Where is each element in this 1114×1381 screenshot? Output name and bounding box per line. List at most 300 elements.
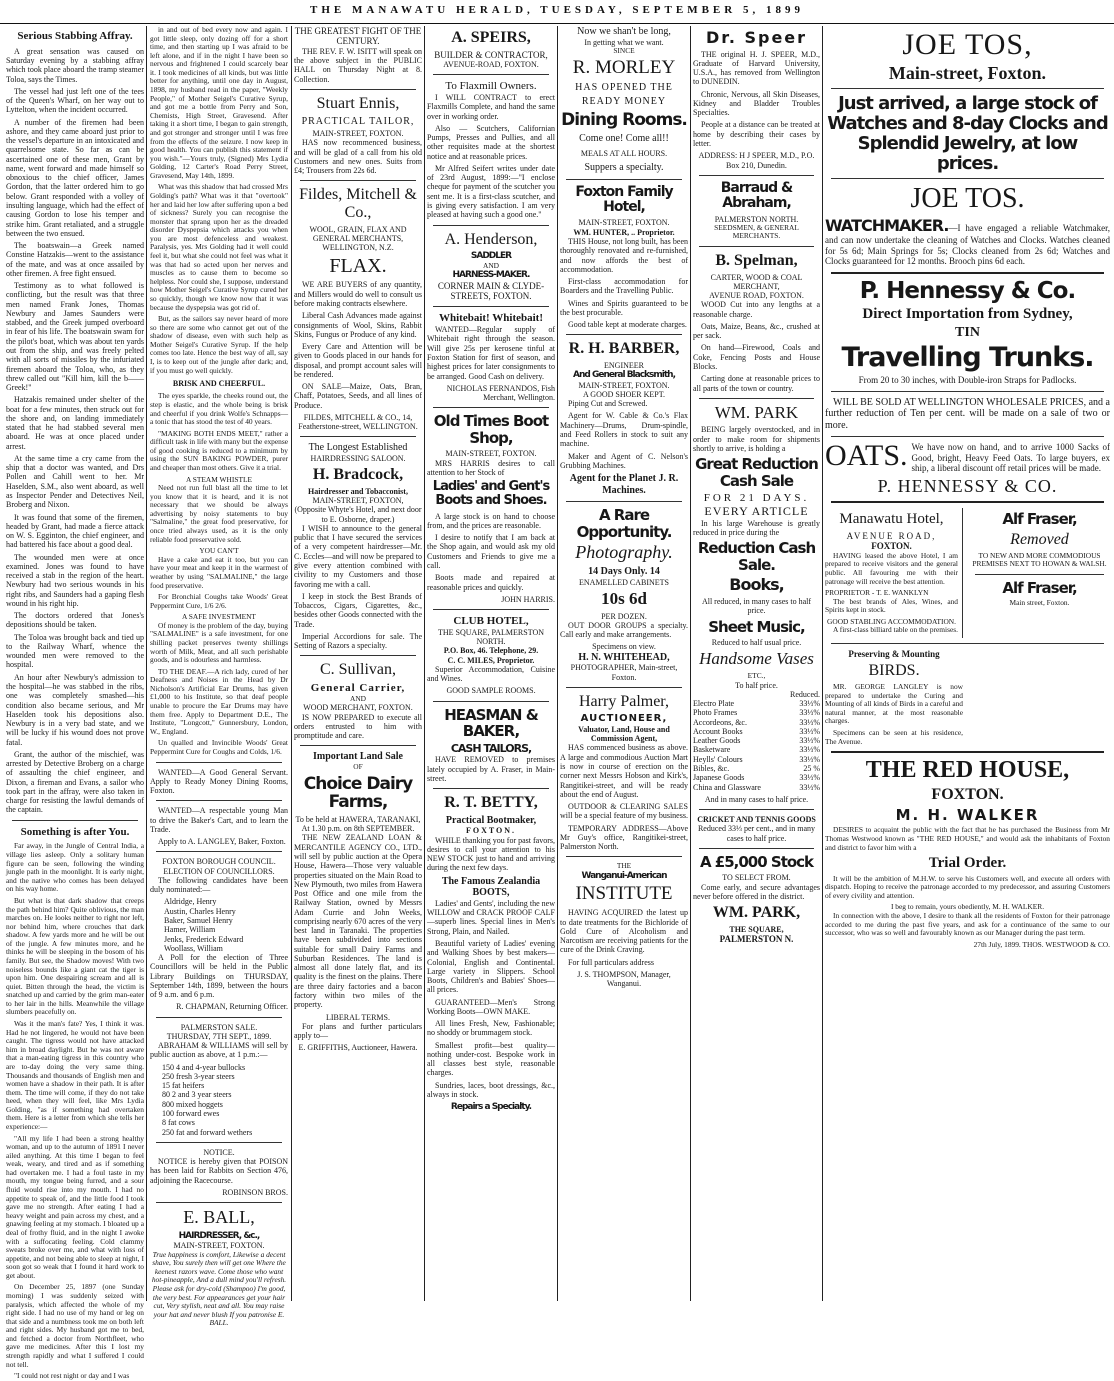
price-list-discount: 33⅓%	[799, 782, 820, 792]
divider	[433, 609, 549, 610]
divider	[433, 306, 549, 307]
candidate-name: Austin, Charles Henry	[164, 906, 236, 916]
price-list-discount: 33⅓%	[799, 699, 820, 709]
ad-subtitle: ENGINEER	[604, 360, 644, 370]
masthead: THE MANAWATU HERALD, TUESDAY, SEPTEMBER 5, 1899	[0, 0, 1114, 24]
divider	[831, 751, 1104, 753]
ad-title: Barraud & Abraham,	[720, 179, 793, 212]
ad-paragraph: Come early, and secure advantages never before offered in the district.	[693, 882, 820, 901]
ad-paragraph: ON SALE—Maize, Oats, Bran, Chaff, Potatoes, Seeds, and all lines of Produce.	[294, 382, 422, 410]
article-paragraph: The wounded men were at once examined. Jones was found to have received a stab in the region of the heart. Newbury had two serious wounds in his right ribs, and Saunders had a gaping flesh wound in his right hip.	[6, 552, 144, 608]
ad-sign: 27th July, 1899. THOS. WESTWOOD & CO.	[973, 939, 1110, 949]
ad-poem: True happiness is comfort, Likewise a decent shave, You surely then will get one Where the keenest razors wave. Come those who want hot-pineapple, And a dull mind you'll refresh. Please ask for dry-cold (Shampoo) I'm good, the very best. For appearances get your hair cut, Very stylish, neat and all. You may raise your hat and never blush If you patronise E. BALL.	[151, 1249, 287, 1328]
divider	[156, 762, 282, 763]
ad-paragraph: DESIRES to acquaint the public with the fact that he has purchased the Business from Mr Thomas Westwood known as "THE RED HOUSE," and would ask the inhabitants of Foxton and district to favor him with a	[825, 825, 1110, 852]
ad-paragraph: —I have engaged a reliable Watchmaker, and can now undertake the cleaning of Watches and Clocks. Watches cleaned for 5s 6d; Main Springs for 5s; Clocks cleaned from 2s 6d; Watches and Clocks guaranteed for 12 months. Brooch pins 6d each.	[825, 222, 1110, 267]
column-5	[560, 26, 688, 1301]
divider	[699, 809, 814, 810]
ad-subtitle: CARTER, WOOD & COAL MERCHANT,	[710, 272, 803, 291]
ad-title: WM. PARK,	[712, 904, 801, 922]
column-rule	[822, 26, 823, 1301]
ad-title: R. MORLEY	[572, 57, 676, 79]
ad-address: ADDRESS: H J SPEER, M.D., P.O. Box 210, Dunedin.	[698, 151, 815, 170]
ad-paragraph: Good table kept at moderate charges.	[568, 320, 687, 330]
article-paragraph: Grant, the author of the mischief, was arrested by Detective Broberg on a charge of assaulting the chief engineer, and Dixon, a fireman and Evans, a sailor who took part in the affray, were also taken in charge for resisting the lawful demands of the captain.	[6, 749, 144, 815]
ad-paragraph: HAVING ACQUIRED the latest up to date treatments for the Bichloride of Gold Cure of Alcoholism and Narcotism are receiving patients for the cure of the Drink Craving.	[560, 908, 688, 955]
ad-title: Great Reduction Cash Sale	[695, 455, 818, 490]
ad-subtitle: And in many cases to half price.	[704, 794, 809, 804]
sale-item: 800 mixed hoggets	[162, 1099, 223, 1109]
ad-paragraph: Also — Scutchers, Californian Pumps, Presses and Pullies, and all other requisites made at the shortest notice and at reasonable prices.	[427, 123, 555, 161]
ad-title: Alf Fraser,	[1002, 510, 1077, 529]
ad-subtitle: ETC.,	[747, 671, 766, 681]
ad-address: AVENUE ROAD,	[846, 530, 937, 541]
ad-subtitle: EVERY ARTICLE	[704, 504, 809, 518]
ad-address: (Opposite Whyte's Hotel, and next door to E. Osborne, draper.)	[294, 505, 422, 524]
ad-subtitle: AND	[482, 260, 499, 270]
ad-paragraph: HAS commenced business as above. A large and commodious Auction Mart is now in course of erection on the corner next Messrs Hobson and Kirk's, Rangitikei-street, and will be ready about the end of August.	[560, 743, 688, 799]
ad-subtitle: TIN	[955, 325, 980, 341]
ad-address: PALMERSTON N.	[719, 934, 794, 944]
ad-address: FOXTON.	[931, 786, 1004, 804]
ad-title: OATS.	[825, 439, 908, 473]
article-paragraph: But what is that dark shadow that creeps the path behind him? Quite oblivious, the man marches on. He looks neither to right nor left, nor behind him, where crouches that dark shadow. A few yards more and he will be out of the jungle. A few minutes more, and he thinks he will be sleeping in the bosom of his family. But see, the Shadow moves! With two noiseless bounds like a giant cat the tiger is upon him. One despairing scream and all is quiet. Bitten through the head, the victim is snatched up and carried by the grim man-eater to her lair in the hills. Meanwhile the village slumbers peacefully on.	[6, 895, 144, 1017]
ad-title: P. Hennessy & Co.	[859, 277, 1076, 304]
ad-subtitle: PER DOZEN.	[601, 611, 647, 621]
ad-subtitle: HAIRDRESSER, &c.,	[178, 1230, 260, 1241]
ad-paragraph: The eyes sparkle, the cheeks round out, the step is elastic, and the whole being is brisk and cheerful if you drink Wolfe's Schnapps—a tonic that has stood the test of 40 years.	[150, 391, 288, 427]
ad-sign: J. S. THOMPSON, Manager, Wanganui.	[577, 969, 671, 989]
candidate-name: Baker, Samuel Henry	[164, 915, 233, 925]
ad-subtitle: All reduced, in many cases to half price.	[701, 597, 812, 616]
divider	[156, 851, 282, 852]
ad-subtitle: LIBERAL TERMS.	[325, 1012, 390, 1022]
divider	[566, 856, 682, 857]
article-paragraph: The doctors ordered that Jones's depositions should be taken.	[6, 611, 144, 630]
divider	[433, 407, 549, 408]
ad-paragraph: WILL BE SOLD AT WELLINGTON WHOLESALE PRICES, and a further reduction of Ten per cent. will be made on a sale of two or more.	[825, 396, 1110, 431]
ad-paragraph: I WISH to announce to the general public that I have secured the services of a very competent hairdresser—Mr. C. Eccles—and will now be prepared to give every attention combined with civility to my Customers and those favoring me with a call.	[294, 523, 422, 589]
ad-address: Main-street, Foxton.	[888, 62, 1047, 83]
divider	[831, 88, 1104, 89]
ad-title: C. Sullivan,	[319, 661, 396, 679]
ad-title: HEASMAN & BAKER,	[444, 705, 538, 741]
ad-title: Agent for the Planet J. R. Machines.	[569, 473, 679, 496]
sale-item: 150 4 and 4-year bullocks	[162, 1062, 246, 1072]
ad-title: E. BALL,	[183, 1207, 255, 1228]
ad-title: Removed	[1010, 530, 1069, 548]
column-rule	[146, 26, 147, 1301]
article-paragraph: A number of the firemen had been ashore, and they came aboard just prior to the vessel's departure in an intoxicated and quarrelsome state. So far as can be ascertained one of these men, Grant by name, went forward and made himself so obnoxious to the chief officer, James Gordon, that the latter ordered him to go below. Grant responded with a volley of insulting language, which had the effect of causing Gordon to lose his temper and strike him. Grant retaliated, and a struggle between the two ensued.	[6, 117, 144, 238]
ad-address: THE SQUARE,	[729, 924, 784, 934]
ad-title: A £5,000 Stock	[699, 852, 814, 871]
ad-subtitle: WM. HUNTER, .. Proprietor.	[573, 227, 675, 237]
ad-title: Ladies' and Gent's Boots and Shoes.	[432, 479, 550, 509]
article-paragraph: in and out of bed every now and again. I got little sleep, only dozing off for a short time, and then starting up I was afraid to be left alone, and if in the night I have been so nervous and frightened I could scarcely bear it. I took medicines of all kinds, but was little better for anything, until one day in August, 1898, my husband read in the paper, "Weekly People," of Mother Seigel's Curative Syrup, and got me a bottle from Perry and Son, Chemists, High Street, Gravesend. After taking it a short time, I began to gain strength, and got stronger and stronger until I was free from the effects of the seizure. I now keep in good health. You can publish this statement if you wish."—Yours truly, (Signed) Mrs Lydia Golding, 12 Carter's Road Perry Street, Gravesend, May 14th, 1899.	[150, 25, 288, 180]
ad-paragraph: WE ARE BUYERS of any quantity, and Millers would do well to consult us before making contracts elsewhere.	[294, 280, 422, 308]
ad-paragraph: MR. GEORGE LANGLEY is now prepared to undertake the Curing and Mounting of all kinds of Birds in a careful and natural manner, at the most reasonable charges.	[825, 682, 963, 726]
ad-subtitle: PRACTICAL TAILOR,	[301, 115, 415, 127]
ad-title: JOE TOS,	[902, 28, 1033, 61]
ad-address: PHOTOGRAPHER, Main-street, Foxton.	[570, 663, 678, 682]
ad-subtitle: PROPRIETOR - T. E. WANKLYN	[825, 588, 929, 598]
ad-subtitle: Practical Bootmaker,	[445, 814, 537, 826]
price-list-item: Electro Plate	[693, 699, 735, 709]
ad-paragraph: THE NEW ZEALAND LOAN & MERCANTILE AGENCY CO., LTD., will sell by public auction at the Opera House, Hawera—Those very valuable properties situated on the Main Road to New Plymouth, two miles from Hawera Post Office and one mile from the Railway Station, owned by Messrs Adam Currie and John Weeks, comprising nearly 670 acres of the very best land in Taranaki. The properties have been subdivided into sections suitable for small Dairy Farms and Suburban Residences. The land is almost all done lately flat, and its quality is the finest on the plains. There are three dairy factories and a bacon factory within two miles of the property.	[294, 833, 422, 1010]
ad-title: CRICKET AND TENNIS GOODS	[697, 815, 816, 825]
price-list-item: Bibles, &c.	[693, 763, 730, 773]
divider	[433, 74, 549, 75]
ad-sign: E. GRIFFITHS, Auctioneer, Hawera.	[298, 1043, 418, 1053]
sale-item: 8 fat cows	[162, 1118, 195, 1128]
ad-subtitle: Specimens on view.	[592, 642, 656, 652]
ad-paragraph: Have a cake and eat it too, but you can have your meat and keep it in the warmest of weather by using "SALMALINE," the large food preservative.	[150, 554, 288, 590]
ad-title: Preserving & Mounting	[848, 649, 940, 660]
article-paragraph: Hatzakis remained under shelter of the boat for a few minutes, then struck out for the shore and, on landing immediately stated that he had stabbed several men aboard. He was at once placed under arrest.	[6, 395, 144, 451]
article-paragraph: It was found that some of the firemen, headed by Grant, had made a fierce attack on W. S. Egginton, the chief engineer, and had battered his face about a good deal.	[6, 512, 144, 550]
price-list-discount: 25 %	[803, 763, 820, 773]
ad-paragraph: BEING largely overstocked, and in order to make room for shipments shortly to arrive, is holding a	[693, 425, 820, 453]
notice-title: NOTICE.	[203, 1147, 235, 1157]
ad-paragraph: Oats, Maize, Beans, &c., crushed at per sack.	[693, 321, 820, 341]
candidate-name: Jenks, Frederick Edward	[164, 934, 244, 944]
ad-subtitle: General Carrier,	[310, 681, 406, 694]
ad-address: MAIN-STREET, FOXTON.	[578, 380, 670, 390]
ad-paragraph: Wines and Spirits guaranteed to be the best procurable.	[560, 298, 688, 317]
price-list-item: Leather Goods	[693, 736, 741, 746]
ad-title: H. N. WHITEHEAD,	[578, 651, 670, 663]
ad-paragraph: Beautiful variety of Ladies' evening and Walking Shoes by best makers—Colonial, English and Continental. Large variety in Slippers. School Boots, Children's and Babies' Shoes—all prices.	[427, 939, 555, 995]
ad-paragraph: I keep in stock the Best Brands of Tobaccos, Cigars, Cigarettes, &c., besides other Goods connected with the Trade.	[294, 591, 422, 629]
ad-paragraph: Boots made and repaired at reasonable prices and quickly.	[427, 573, 555, 592]
price-list-item: Account Books	[693, 726, 743, 736]
column-4	[427, 26, 555, 1301]
price-list-item: Heylls' Colours	[693, 754, 743, 764]
ad-paragraph: GUARANTEED—Men's Strong Working Boots—OWN MAKE.	[427, 997, 555, 1016]
ad-address: THE SQUARE, PALMERSTON NORTH.	[437, 627, 544, 647]
candidate-name: Hamer, William	[164, 925, 216, 935]
ad-subtitle: To be held at HAWERA, TARANAKI, At 1.30 p.m. on 8th SEPTEMBER.	[295, 814, 421, 834]
notice-text: A Poll for the election of Three Councillors will be held in the Public Library Buildings on THURSDAY, September 14th, 1899, between the hours of 9 a.m. and 6 p.m.	[150, 953, 288, 1000]
ad-subtitle: C. C. MILES, Proprietor.	[447, 655, 535, 665]
ad-address: WELLINGTON, N.Z.	[322, 243, 394, 253]
ad-subtitle: SINCE	[613, 45, 635, 55]
column-rule	[291, 26, 292, 1301]
ad-subtitle: WOOL, GRAIN, FLAX AND GENERAL MERCHANTS,	[309, 224, 407, 243]
ad-title: Choice Dairy Farms,	[303, 773, 413, 813]
ad-paragraph: All lines Fresh, New, Fashionable; no shoddy or brummagem stock.	[427, 1019, 555, 1038]
ad-title: Fildes, Mitchell & Co.,	[299, 186, 417, 222]
article-paragraph: A great sensation was caused on Saturday evening by a stabbing affray which took place aboard the tramp steamer Toloa, says the Times.	[6, 46, 144, 84]
divider	[300, 89, 416, 90]
ad-address: P.O. Box, 46. Telephone, 29.	[443, 646, 539, 656]
ad-subtitle: Repairs a Specialty.	[450, 1102, 532, 1113]
ad-subtitle: Valuator, Land, House and Commission Agent,	[578, 724, 670, 744]
ad-paragraph: First-class accommodation for Boarders and the Travelling Public.	[560, 277, 688, 296]
ad-address: AVENUE ROAD, FOXTON.	[709, 291, 804, 301]
ad-subtitle: HARNESS-MAKER.	[452, 270, 530, 281]
ad-paragraph: HAVE REMOVED to premises lately occupied by A. Fraser, in Main-street.	[427, 755, 555, 783]
divider	[156, 1142, 282, 1143]
article-paragraph: On December 25, 1897 (one Sunday morning) I was suddenly seized with paralysis, which affected the whole of my right side. I had no use of my hand or leg on that side and a numbness took me on both left and right sides. My husband got me to bed, and fetched a doctor from Northfleet, who gave me medicines. After this I lost my strength rapidly and what I suffered I could not tell.	[6, 1282, 144, 1369]
ad-paragraph: I WILL CONTRACT to erect Flaxmills Complete, and hand the same over in working order.	[427, 93, 555, 121]
ad-subtitle: SEEDSMEN, & GENERAL MERCHANTS.	[714, 222, 799, 241]
article-paragraph: Was it the man's fate? Yes, I think it was. Had he not lingered, he would not have been caught. The tigress would not have attacked him in broad daylight. But he was not aware that a man-eating tigress in this country who are to-day doing the very same thing. Thousands and thousands of English men and women have a shadow in their path. It is after them. The time will come, if they do not take heed, when they will feel, like Mrs Lydia Golding, "as if something had overtaken them. Here is a letter from which she tells her experience:—	[6, 1019, 144, 1131]
ad-paragraph: On hand—Firewood, Coals and Coke, Fencing Posts and House Blocks.	[693, 343, 820, 371]
ad-address: MAIN-STREET, FOXTON.	[578, 218, 670, 228]
column-2	[150, 25, 288, 1328]
ad-title: A. Henderson,	[444, 230, 538, 248]
ad-paragraph: For Bronchial Coughs take Woods' Great Peppermint Cure, 1/6 2/6.	[150, 592, 288, 610]
ad-paragraph: THE REV. F. W. ISITT will speak on the above subject in the PUBLIC HALL on Thursday Night at 8. Collection.	[294, 46, 422, 84]
ad-title: Alf Fraser,	[1002, 578, 1077, 597]
price-list-item: Photo Frames	[693, 708, 738, 718]
ad-address: MAIN-STREET, FOXTON,	[312, 496, 404, 506]
ad-paragraph: Chronic, Nervous, all Skin Diseases, Kidney and Bladder Troubles Specialties.	[693, 89, 820, 118]
ad-paragraph: OUT DOOR GROUPS a specialty. Call early and make arrangements.	[560, 620, 688, 640]
ad-paragraph: Superior Accommodation, Cuisine and Wines.	[427, 664, 555, 684]
column-3	[294, 26, 422, 1301]
ad-subtitle: Direct Importation from Sydney,	[862, 305, 1073, 322]
price-list-row	[693, 727, 820, 736]
ad-paragraph: Maker and Agent of C. Nelson's Grubbing Machines.	[560, 451, 688, 470]
ad-headline: YOU CAN'T	[199, 546, 239, 556]
ad-title: Now we shan't be long,	[577, 26, 671, 37]
list-header: Reduced.	[790, 689, 820, 699]
ad-subtitle: And General Blacksmith,	[573, 370, 675, 381]
ad-address: MAIN-STREET, FOXTON.	[173, 1241, 265, 1251]
ad-title: The Longest Established	[308, 442, 408, 454]
ad-title: Dr. Speer	[705, 28, 808, 47]
ad-paragraph: We have now on hand, and to arrive 1000 Sacks of Good, bright, Heavy Feed Oats. To large buyers, ex ship, a liberal discount off retail prices will be made.	[911, 442, 1110, 474]
ad-paragraph: Of money is the problem of the day, buying "SALMALINE" is a safe investment, for one shilling packet preserves twenty shillings worth of Milk, Meat, and all such perishable goods, and is odourless and harmless.	[150, 620, 288, 665]
ad-address: AVENUE-ROAD, FOXTON.	[443, 60, 539, 70]
article-paragraph: What was this shadow that had crossed Mrs Golding's path? What was it that "overtook" her and laid her low after suffering upon a bed of sickness? Surely you can recognise the monster that sprang upon her as the dreaded disorder Dyspepsia which attacks you when you are most defenceless and weakest. Paralysis, yes. Mrs Golding had it well could feel it, but what she could not feel was what it was that had so acted upon her nerves and muscles as to cause them to become so helpless. Nor could she, I suppose, understand how Mother Seigel's Curative Syrup cured her so quickly, though we know now that it was because the dyspepsia was got rid of.	[150, 182, 288, 312]
ad-paragraph: "MAKING BOTH ENDS MEET," rather a difficult task in life with many but the expense of good cooking is reduced to a minimum by using the SUN BAKING POWDER, purer and cheaper than most others. Give it a trial.	[150, 428, 288, 473]
ad-subtitle: CASH TAILORS,	[450, 741, 532, 755]
column-1	[6, 26, 144, 1381]
article-paragraph: The boatswain—a Greek named Constine Hatzakis—went to the assistance of the mate, and was at once assailed by other firemen. A free fight ensued.	[6, 241, 144, 278]
notice-title: FOXTON BOROUGH COUNCIL. ELECTION OF COUNCILLORS.	[162, 857, 276, 876]
ad-paragraph: WOOD Cut into any lengths at a reasonable charge.	[693, 300, 820, 319]
ad-title: WATCHMAKER.	[825, 215, 949, 235]
price-list	[693, 699, 820, 792]
notice-text: The following candidates have been duly nominated:—	[150, 875, 288, 895]
divider	[831, 643, 1104, 644]
ad-title: WM. PARK	[714, 402, 799, 422]
ad-paragraph: I beg to remain, yours obediently, M. H. WALKER.	[890, 902, 1045, 912]
ad-paragraph: Piping Cut and Screwed.	[568, 399, 648, 409]
ad-paragraph: TEMPORARY ADDRESS—Above Mr Guy's office, Rangitikei-street, Palmerston North.	[560, 823, 688, 852]
ad-sign: FILDES, MITCHELL & CO., 14, Featherstone-street, WELLINGTON.	[298, 412, 418, 432]
ad-paragraph: People at a distance can be treated at home by describing their cases by letter.	[693, 120, 820, 148]
ad-subtitle: Reduced 33⅓ per cent., and in many cases to half price.	[697, 824, 816, 843]
ad-paragraph: Imperial Accordions for sale. The Setting of Razors a specialty.	[294, 631, 422, 651]
ad-title: FLAX.	[329, 255, 387, 278]
ad-subtitle: Come one! Come all!!	[579, 133, 669, 145]
sale-text: ABRAHAM & WILLIAMS will sell by public auction as above, at 1 p.m.:—	[150, 1041, 288, 1060]
divider	[831, 501, 1104, 503]
divider	[699, 848, 814, 849]
ad-title: R. T. BETTY,	[444, 794, 538, 812]
ad-address: Main street, Foxton.	[1009, 598, 1070, 608]
ad-paragraph: HAVING leased the above Hotel, I am prepared to receive visitors and the general public. All favouring me with their patronage will receive the best attention.	[825, 550, 958, 586]
ad-address: CORNER MAIN & CLYDE-STREETS, FOXTON.	[437, 280, 545, 301]
divider	[566, 687, 682, 688]
divider	[699, 246, 814, 247]
ad-title: The Famous Zealandia BOOTS,	[441, 875, 541, 899]
price-list-row	[693, 708, 820, 717]
divider	[566, 334, 682, 335]
ad-paragraph: WANTED—Regular supply of Whitebait right through the season. Will give 25s per kerosene tinful at Foxton Station for first of season, and highest prices for later consignments to be arranged. Good Cash on delivery.	[427, 325, 555, 381]
divider	[699, 175, 814, 176]
ad-subtitle: AUCTIONEER,	[580, 713, 668, 725]
ad-subtitle: SADDLER	[470, 251, 512, 262]
ad-subtitle: M. H. WALKER	[895, 805, 1040, 824]
ad-subtitle: GOOD SAMPLE ROOMS.	[446, 686, 536, 696]
divider	[699, 398, 814, 399]
ad-paragraph: Need not run full blast all the time to let you know that it is heard, and it is not necessary that we should be always advertising by noisy statements to buy "Salmaline," the great food preservative, for once tried always used, as it is the only reliable food preservative sold.	[150, 483, 288, 544]
article-paragraph: "All my life I had been a strong healthy woman, and up to the autumn of 1891 I never ailed anything. At this time I began to feel weak, weary, and tired and as if something had overtaken me. I had a foul taste in my mouth, my tongue being furred, and a sour fluid would rise into my mouth. I had no appetite to speak of, and the little food I took gave me no strength. After eating I had a heavy weight and pain across my chest, and a gnawing feeling at my stomach. I bloated up a deal of frothy fluid, and in the night I awoke with a suffocating feeling. Cold clammy sweats broke over me, and what with loss of appetite, and not being able to sleep at night, I soon got so weak that I found it hard work to get about.	[6, 1133, 144, 1280]
ad-title: Harry Palmer,	[579, 692, 669, 710]
ad-price: 10s 6d	[601, 588, 647, 608]
divider	[156, 1202, 282, 1203]
ad-paragraph: Liberal Cash Advances made against consignments of Wool, Skins, Rabbit Skins, Fungus or Produce of any kind.	[294, 311, 422, 339]
ad-paragraph: In connection with the above, I desire to thank all the residents of Foxton for their patronage accorded to me during the past five years, and ask for a continuance of the same to our successor, who was so well and favourably known as our Manager during the past term.	[825, 910, 1110, 938]
price-list-discount: 33⅓%	[799, 754, 820, 764]
column-7	[825, 26, 1110, 1301]
sale-list	[150, 1063, 288, 1137]
article-paragraph: Testimony as to what followed is conflicting, but the result was that three men named Frank Jones, Thomas Newbury and James Saunders were stabbed, and the Greek jumped overboard in fear of his life. The boatswain swam for the pilot's boat, which was about ten yards out from the ship, and was freely pelted with all sorts of missiles by the infuriated firemen aboard the Toloa, who, as they threw called out "Kill him, kill the b—— Greek!"	[6, 281, 144, 393]
ad-subtitle: THE	[616, 861, 632, 871]
price-list-row	[693, 755, 820, 764]
ad-subtitle: Reduced to half usual price.	[711, 638, 802, 648]
column-6	[693, 26, 820, 1301]
ad-address: FOXTON.	[871, 541, 912, 552]
ad-subtitle: 14 Days Only. 14	[588, 566, 660, 578]
divider	[12, 820, 138, 821]
ad-subtitle: FOR 21 DAYS.	[703, 492, 810, 505]
column-rule	[557, 26, 558, 1301]
headline: Something is after You.	[20, 825, 130, 838]
ad-title: Handsome Vases	[699, 649, 814, 669]
article-paragraph: An hour after Newbury's admission to the hospital—he was stabbed in the ribs, one was completely smashed—his condition also became serious, and Mr Haselden took his depositions also. Newbury is in a very bad state, and we will be lucky if his wound does not prove fatal.	[6, 672, 144, 747]
ad-address: FOXTON.	[465, 826, 517, 836]
sale-item: 15 fat heifers	[162, 1081, 205, 1091]
ad-title: A Rare Opportunity.	[576, 506, 672, 541]
ad-title: Stuart Ennis,	[316, 94, 400, 112]
alf-fraser-ad	[969, 508, 1110, 638]
ad-title: Whitebait! Whitebait!	[439, 312, 543, 325]
ad-title: Foxton Family Hotel,	[575, 183, 673, 216]
sale-date: THURSDAY, 7TH SEPT., 1899.	[166, 1031, 272, 1041]
price-list-row	[693, 745, 820, 754]
ad-paragraph: Agent for W. Cable & Co.'s Flax Machinery—Drums, Drum-spindle, and Feed Rollers in stock to suit any machine.	[560, 411, 688, 449]
notice-sign: ROBINSON BROS.	[222, 1187, 288, 1197]
price-list-row	[693, 783, 820, 792]
manawatu-hotel-ad	[825, 508, 963, 638]
ad-paragraph: HAS now recommenced business, and will be glad of a call from his old Customers and new ones. Suits from £4; Trousers from 22s 6d.	[294, 138, 422, 176]
price-list-item: Accordeons, &c.	[693, 717, 747, 727]
divider	[300, 436, 416, 437]
ad-title: H. Bradcock,	[312, 466, 404, 484]
ad-paragraph: Mr Alfred Seifert writes under date of 23rd August, 1899:—"I enclose cheque for payment of the scutcher you sent me. It is a first-class scutcher, and is giving every satisfaction. I am very pleased at having such a good one."	[427, 163, 555, 220]
divider	[156, 1017, 282, 1018]
divider	[433, 701, 549, 702]
ad-sign: P. HENNESSY & CO.	[877, 475, 1058, 496]
price-list-row	[693, 699, 820, 708]
ad-paragraph: For full particulars address	[568, 957, 654, 967]
article-paragraph: But, as the sailors say never heard of more so there are some who cannot get out of the shadow of disease, even with such help as Mother Seigel's Curative Syrup. If the help comes too late. Hence the best way of all, say I, is to keep out of the jungle after dark; and, if you must go well quickly.	[150, 314, 288, 375]
divider	[300, 180, 416, 181]
divider	[433, 225, 549, 226]
ad-subtitle: In getting what we want.	[584, 37, 664, 47]
ad-title: JOE TOS.	[910, 183, 1025, 215]
article-paragraph: The Toloa was brought back and tied up to the Railway Wharf, whence the wounded men were removed to the hospital.	[6, 632, 144, 670]
ad-paragraph: TO NEW AND MORE COMMODIOUS PREMISES NEXT TO HOWAN & WALSH.	[972, 550, 1107, 569]
price-list-discount: 33⅓%	[799, 708, 820, 718]
divider	[831, 391, 1104, 392]
ad-paragraph: Ladies' and Gents', including the new WILLOW and CRACK PROOF CALF—superb lines. Special lines in Men's Strong, Plain, and Nailed.	[427, 898, 555, 936]
ad-title: Trial Order.	[928, 855, 1007, 872]
headline: Serious Stabbing Affray.	[17, 30, 133, 42]
divider	[566, 179, 682, 180]
ad-paragraph: A large stock is on hand to choose from, and the prices are reasonable.	[427, 511, 555, 530]
sale-item: 250 fat and forward wethers	[162, 1127, 253, 1137]
ad-subtitle: OF	[353, 761, 363, 771]
ad-title: INSTITUTE	[575, 883, 673, 905]
ad-headline: A SAFE INVESTMENT	[182, 612, 256, 622]
ad-subtitle: MEALS AT ALL HOURS.	[580, 148, 668, 158]
ad-title: B. Spelman,	[715, 251, 798, 269]
ad-subtitle: GOOD STABLING ACCOMMODATION.	[827, 616, 956, 626]
ad-paragraph: Un qualled and Invincible Woods' Great Peppermint Cure for Coughs and Colds, 1/6.	[150, 738, 288, 756]
ad-sign: NICHOLAS FERNANDOS, Fish Merchant, Wellington.	[446, 383, 555, 403]
classified-ad-sign: Apply to A. LANGLEY, Baker, Foxton.	[158, 837, 286, 847]
sale-title: PALMERSTON SALE.	[180, 1022, 258, 1032]
ad-paragraph: OUTDOOR & CLEARING SALES will be a special feature of my business.	[560, 802, 688, 821]
divider	[831, 436, 1104, 437]
ad-title: Books,	[729, 575, 784, 595]
ad-title: Old Times Boot Shop,	[433, 412, 549, 447]
notice-sign: R. CHAPMAN, Returning Officer.	[176, 1002, 288, 1012]
column-rule	[424, 26, 425, 1301]
ad-paragraph: TO THE DEAF.—A rich lady, cured of her Deafness and Noises in the Head by Dr Nicholson's Artificial Ear Drums, has given £1,000 to his Institute, so that deaf people unable to procure the Ear Drums may have them free. Apply to Department D.E., The Institute, "Longcott," Gunnersbury, London, W., England.	[150, 666, 288, 736]
divider	[300, 655, 416, 656]
ad-address: MAIN-STREET, FOXTON.	[445, 449, 537, 459]
ad-address: PALMERSTON NORTH.	[714, 214, 799, 224]
ad-paragraph: For plans and further particulars apply to—	[294, 1021, 422, 1041]
ad-paragraph: Specimens can be seen at his residence, The Avenue.	[825, 727, 963, 746]
price-list-discount: 33⅓%	[799, 717, 820, 727]
ad-subtitle: HAIRDRESSING SALOON.	[310, 454, 406, 464]
candidate-name: Aldridge, Henry	[164, 897, 217, 907]
ad-subtitle: To half price.	[735, 680, 778, 690]
ad-paragraph: MRS HARRIS desires to call attention to her Stock of	[427, 458, 555, 477]
sale-item: 250 fresh 3-year steers	[162, 1071, 235, 1081]
ad-paragraph: The best brands of Ales, Wines, and Spirits kept in stock.	[825, 596, 958, 615]
ad-title: Travelling Trunks.	[841, 341, 1094, 373]
ad-headline: A STEAM WHISTLE	[186, 474, 252, 484]
ad-paragraph: IS NOW PREPARED to execute all orders entrusted to him with promptitude and care.	[294, 712, 422, 741]
ad-subtitle: BUILDER & CONTRACTOR,	[434, 49, 548, 60]
sale-item: 100 forward ewes	[162, 1109, 220, 1119]
ad-subtitle: Hairdresser and Tobacconist,	[308, 486, 408, 496]
ad-paragraph: I desire to notify that I am back at the Shop again, and would ask my old Customers and Friends to give me a call.	[427, 533, 555, 571]
ad-title: Sheet Music,	[708, 617, 805, 636]
candidate-name: Woollass, William	[164, 943, 223, 953]
divider	[300, 745, 416, 746]
